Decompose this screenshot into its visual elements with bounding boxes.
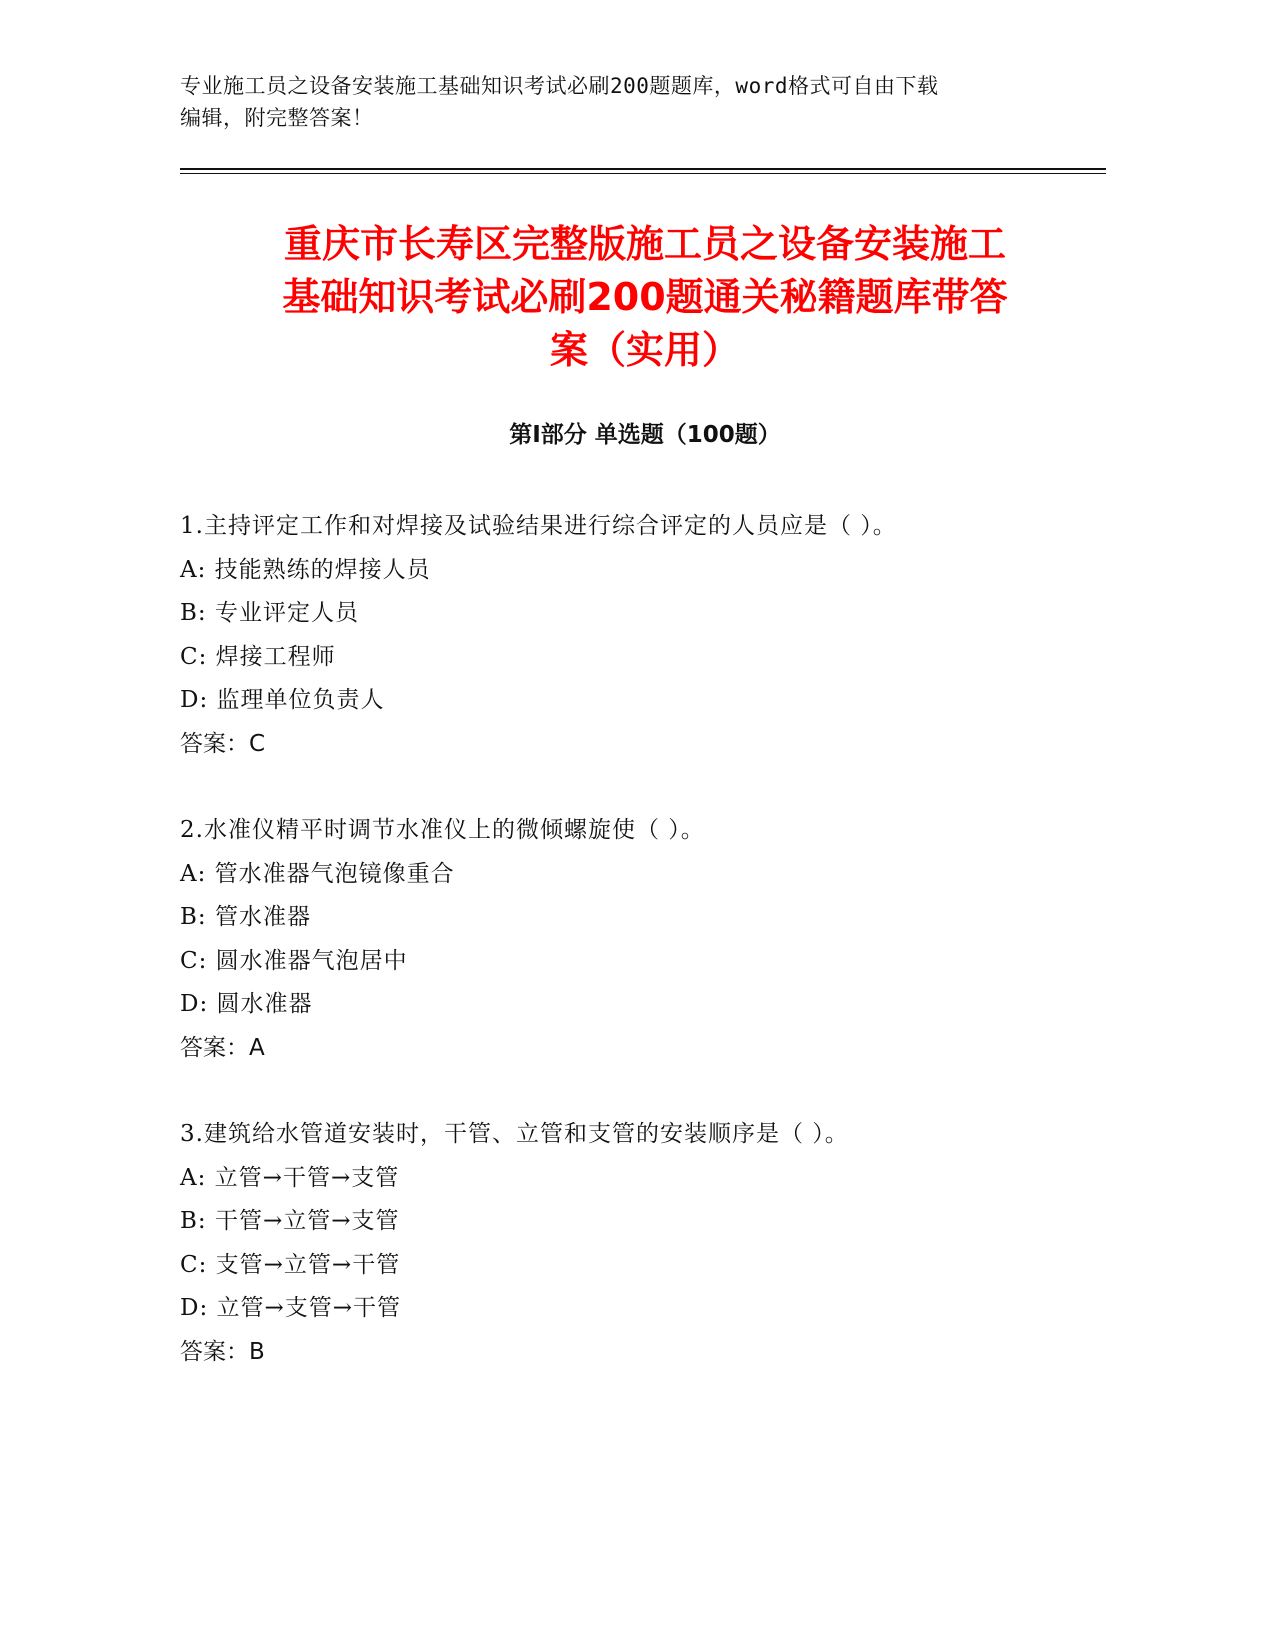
page-header: [180, 70, 1110, 134]
question-list: [180, 505, 1110, 1417]
option-c: C: 焊接工程师: [180, 643, 336, 670]
option-b: B: 管水准器: [180, 904, 311, 930]
document-title: [180, 218, 1110, 377]
option-b: B: 专业评定人员: [180, 600, 359, 626]
question-stem: 2.水准仪精平时调节水准仪上的微倾螺旋使（ ）。: [180, 817, 705, 843]
header-line-1: 专业施工员之设备安装施工基础知识考试必刷200题题库，word格式可自由下载: [180, 74, 939, 98]
answer: 答案：A: [180, 1034, 265, 1061]
option-d: D: 圆水准器: [180, 991, 313, 1017]
option-d: D: 立管→支管→干管: [180, 1295, 402, 1321]
answer: 答案：B: [180, 1338, 265, 1365]
option-a: A: 技能熟练的焊接人员: [180, 556, 431, 583]
option-d: D: 监理单位负责人: [180, 687, 385, 713]
question-stem: 1.主持评定工作和对焊接及试验结果进行综合评定的人员应是（ ）。: [180, 513, 897, 539]
header-divider-thin: [180, 173, 1106, 174]
header-line-2: 编辑，附完整答案！: [180, 106, 374, 130]
option-c: C: 支管→立管→干管: [180, 1251, 401, 1278]
title-line-3: 案（实用）: [549, 328, 740, 372]
option-a: A: 立管→干管→支管: [180, 1164, 400, 1191]
title-line-2: 基础知识考试必刷200题通关秘籍题库带答: [282, 275, 1008, 319]
option-a: A: 管水准器气泡镜像重合: [180, 860, 455, 887]
title-line-1: 重庆市长寿区完整版施工员之设备安装施工: [283, 222, 1006, 266]
header-divider-thick: [180, 168, 1106, 170]
answer: 答案：C: [180, 730, 266, 757]
question-stem: 3.建筑给水管道安装时，干管、立管和支管的安装顺序是（ ）。: [180, 1121, 849, 1147]
question-1: [180, 505, 1110, 766]
option-b: B: 干管→立管→支管: [180, 1208, 400, 1234]
question-3: [180, 1113, 1110, 1374]
section-heading: 第Ⅰ部分 单选题（100题）: [509, 422, 781, 448]
question-2: [180, 809, 1110, 1070]
option-c: C: 圆水准器气泡居中: [180, 947, 408, 974]
